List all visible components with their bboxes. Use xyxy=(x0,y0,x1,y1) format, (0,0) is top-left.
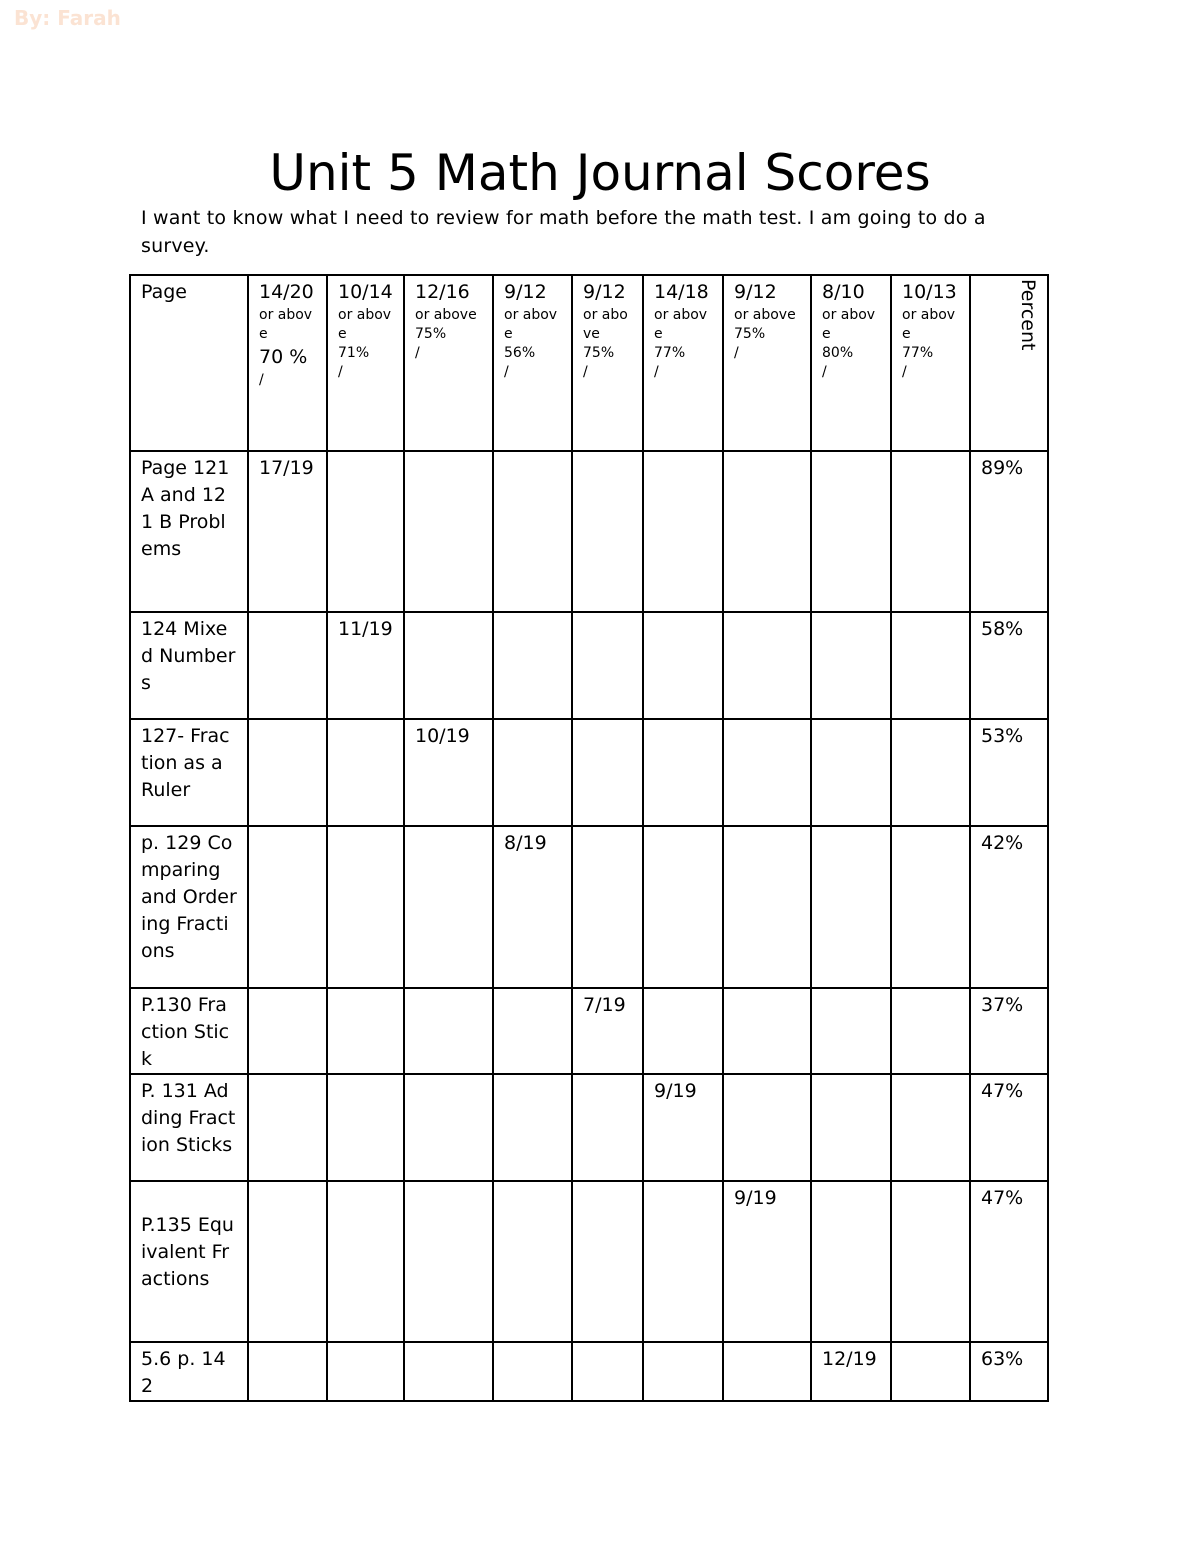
page-cell: 127- Fraction as a Ruler xyxy=(130,719,248,826)
percent-cell: 53% xyxy=(970,719,1048,826)
score-cell xyxy=(572,451,643,612)
scores-table xyxy=(129,274,1049,1402)
score-cell xyxy=(723,612,811,719)
goal-slash: / xyxy=(583,364,588,380)
goal-score: 9/12 xyxy=(583,281,626,303)
score-cell xyxy=(493,1181,572,1342)
score-cell xyxy=(643,1342,723,1401)
score-cell xyxy=(572,1342,643,1401)
goal-column-header xyxy=(572,275,643,451)
goal-score: 8/10 xyxy=(822,281,865,303)
goal-note: or above xyxy=(654,307,708,342)
goal-slash: / xyxy=(338,364,343,380)
score-cell xyxy=(643,1181,723,1342)
score-cell xyxy=(723,719,811,826)
table-row xyxy=(130,451,1048,612)
score-cell xyxy=(723,1074,811,1181)
score-cell xyxy=(891,451,970,612)
score-cell xyxy=(248,826,327,988)
score-cell xyxy=(404,1181,493,1342)
goal-percent: 56% xyxy=(504,345,536,361)
score-cell xyxy=(248,1074,327,1181)
goal-slash: / xyxy=(902,364,907,380)
goal-note: or above xyxy=(415,307,477,323)
goal-column-header xyxy=(723,275,811,451)
goal-percent: 75% xyxy=(583,345,615,361)
goal-slash: / xyxy=(259,372,264,388)
score-cell xyxy=(811,988,891,1074)
score-cell xyxy=(493,451,572,612)
score-cell xyxy=(811,1181,891,1342)
page-cell: p. 129 Comparing and Ordering Fractions xyxy=(130,826,248,988)
score-cell xyxy=(572,1181,643,1342)
goal-column-header xyxy=(404,275,493,451)
score-cell xyxy=(248,612,327,719)
goal-score: 10/14 xyxy=(338,281,393,303)
percent-cell: 42% xyxy=(970,826,1048,988)
goal-score: 10/13 xyxy=(902,281,957,303)
goal-note: or above xyxy=(504,307,558,342)
goal-note: or above xyxy=(822,307,876,342)
score-cell xyxy=(327,1342,404,1401)
score-cell xyxy=(891,988,970,1074)
score-cell xyxy=(643,612,723,719)
goal-percent: 77% xyxy=(654,345,686,361)
percent-cell: 58% xyxy=(970,612,1048,719)
page-cell: P.135 Equivalent Fractions xyxy=(130,1181,248,1342)
score-cell xyxy=(327,1074,404,1181)
page-cell: Page 121 A and 121 B Problems xyxy=(130,451,248,612)
goal-column-header xyxy=(891,275,970,451)
score-cell xyxy=(248,988,327,1074)
score-cell xyxy=(643,719,723,826)
score-cell xyxy=(404,826,493,988)
percent-cell: 89% xyxy=(970,451,1048,612)
score-cell xyxy=(493,719,572,826)
score-cell: 10/19 xyxy=(404,719,493,826)
score-cell xyxy=(891,612,970,719)
score-cell xyxy=(493,1074,572,1181)
score-cell xyxy=(723,451,811,612)
score-cell xyxy=(327,1181,404,1342)
goal-note: or above xyxy=(583,307,628,342)
score-cell xyxy=(891,1342,970,1401)
intro-text: I want to know what I need to review for math before the math test. I am going to do a survey. xyxy=(141,207,986,257)
score-cell xyxy=(891,1181,970,1342)
score-cell xyxy=(811,826,891,988)
table-row xyxy=(130,612,1048,719)
score-cell xyxy=(493,1342,572,1401)
score-cell xyxy=(891,826,970,988)
score-cell xyxy=(572,612,643,719)
score-cell xyxy=(327,988,404,1074)
score-cell: 8/19 xyxy=(493,826,572,988)
score-cell xyxy=(248,1181,327,1342)
score-cell: 9/19 xyxy=(723,1181,811,1342)
percent-column-header xyxy=(970,275,1048,451)
score-cell xyxy=(723,988,811,1074)
goal-column-header xyxy=(643,275,723,451)
percent-cell: 47% xyxy=(970,1074,1048,1181)
goal-score: 9/12 xyxy=(504,281,547,303)
goal-note: or above xyxy=(734,307,796,323)
score-cell xyxy=(811,719,891,826)
score-cell xyxy=(891,1074,970,1181)
goal-score: 14/20 xyxy=(259,281,314,303)
score-cell: 17/19 xyxy=(248,451,327,612)
score-cell xyxy=(404,612,493,719)
score-cell xyxy=(404,988,493,1074)
score-cell xyxy=(572,719,643,826)
goal-slash: / xyxy=(504,364,509,380)
percent-cell: 37% xyxy=(970,988,1048,1074)
goal-percent: 71% xyxy=(338,345,370,361)
page-column-header: Page xyxy=(130,275,248,451)
table-row xyxy=(130,988,1048,1074)
goal-note: or above xyxy=(338,307,392,342)
percent-cell: 47% xyxy=(970,1181,1048,1342)
goal-score: 14/18 xyxy=(654,281,709,303)
goal-slash: / xyxy=(415,345,420,361)
percent-header-label: Percent xyxy=(1017,279,1039,351)
score-cell xyxy=(327,451,404,612)
page-cell: P.130 Fraction Stick xyxy=(130,988,248,1074)
goal-note: or above xyxy=(902,307,956,342)
score-cell xyxy=(404,1074,493,1181)
goal-score: 9/12 xyxy=(734,281,777,303)
page-cell: 5.6 p. 142 xyxy=(130,1342,248,1401)
score-cell: 12/19 xyxy=(811,1342,891,1401)
score-cell xyxy=(572,1074,643,1181)
goal-column-header xyxy=(811,275,891,451)
goal-column-header xyxy=(493,275,572,451)
page-cell: 124 Mixed Numbers xyxy=(130,612,248,719)
score-cell xyxy=(643,451,723,612)
goal-percent: 77% xyxy=(902,345,934,361)
goal-score: 12/16 xyxy=(415,281,470,303)
score-cell xyxy=(572,826,643,988)
header-row xyxy=(130,275,1048,451)
score-cell xyxy=(248,1342,327,1401)
goal-note: or above xyxy=(259,307,313,342)
table-row xyxy=(130,1074,1048,1181)
score-cell xyxy=(723,826,811,988)
page-cell: P. 131 Adding Fraction Sticks xyxy=(130,1074,248,1181)
score-cell xyxy=(327,719,404,826)
goal-slash: / xyxy=(734,345,739,361)
score-cell xyxy=(643,988,723,1074)
page-title: Unit 5 Math Journal Scores xyxy=(269,144,931,202)
score-cell xyxy=(891,719,970,826)
goal-percent: 75% xyxy=(415,326,447,342)
goal-percent: 80% xyxy=(822,345,854,361)
goal-column-header xyxy=(248,275,327,451)
table-row xyxy=(130,1181,1048,1342)
score-cell: 9/19 xyxy=(643,1074,723,1181)
table-row xyxy=(130,719,1048,826)
score-cell xyxy=(327,826,404,988)
goal-percent: 70 % xyxy=(259,346,308,368)
goal-percent: 75% xyxy=(734,326,766,342)
score-cell xyxy=(723,1342,811,1401)
goal-slash: / xyxy=(654,364,659,380)
percent-cell: 63% xyxy=(970,1342,1048,1401)
score-cell xyxy=(404,451,493,612)
table-row xyxy=(130,826,1048,988)
score-cell xyxy=(811,612,891,719)
score-cell xyxy=(493,612,572,719)
goal-slash: / xyxy=(822,364,827,380)
score-cell xyxy=(404,1342,493,1401)
score-cell xyxy=(811,451,891,612)
score-cell xyxy=(811,1074,891,1181)
score-cell xyxy=(643,826,723,988)
score-cell: 7/19 xyxy=(572,988,643,1074)
score-cell xyxy=(493,988,572,1074)
goal-column-header xyxy=(327,275,404,451)
score-cell xyxy=(248,719,327,826)
author-watermark: By: Farah xyxy=(14,6,121,30)
score-cell: 11/19 xyxy=(327,612,404,719)
table-row xyxy=(130,1342,1048,1401)
